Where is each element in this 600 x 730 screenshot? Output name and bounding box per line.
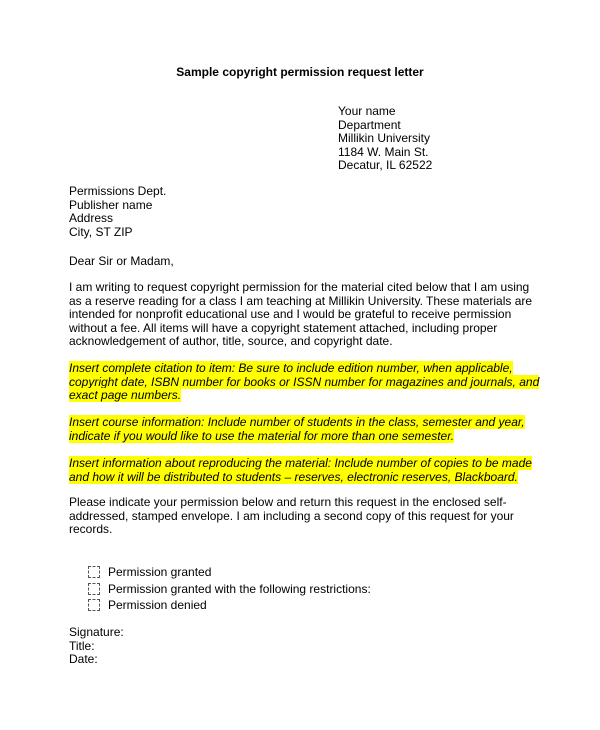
letter-title: Sample copyright permission request letter bbox=[176, 65, 424, 79]
text-line: intended for nonprofit educational use and I would be grateful to receive permission bbox=[69, 307, 512, 322]
recipient-line: Permissions Dept. bbox=[69, 184, 167, 198]
text-line: I am writing to request copyright permission for the material cited below that I am using bbox=[69, 280, 530, 294]
text-line: as a reserve reading for a class I am teaching at Millikin University. These materials are bbox=[69, 293, 533, 308]
recipient-address bbox=[69, 185, 166, 239]
signature-label: Signature: bbox=[69, 625, 124, 639]
permission-denied-checkbox[interactable] bbox=[88, 599, 100, 611]
closing-paragraph bbox=[69, 496, 514, 537]
text-line: acknowledgement of author, title, source, and copyright date. bbox=[69, 334, 393, 349]
permission-restricted-checkbox[interactable] bbox=[88, 583, 100, 595]
sender-line: 1184 W. Main St. bbox=[338, 144, 429, 159]
citation-instructions bbox=[69, 362, 539, 403]
sender-line: Department bbox=[338, 117, 401, 132]
permission-denied-label: Permission denied bbox=[108, 598, 207, 612]
sender-line: Your name bbox=[338, 104, 396, 118]
sender-address bbox=[338, 105, 432, 173]
text-line: copyright date, ISBN number for books or ISSN number for magazines and journals, and bbox=[69, 374, 540, 389]
text-line: addressed, stamped envelope. I am including a second copy of this request for your bbox=[69, 508, 514, 523]
text-line: and how it will be distributed to students – reserves, electronic reserves, Blackboard. bbox=[69, 469, 518, 484]
title-label: Title: bbox=[69, 638, 95, 653]
sender-line: Decatur, IL 62522 bbox=[338, 158, 433, 173]
text-line: indicate if you would like to use the material for more than one semester. bbox=[69, 428, 455, 443]
text-line: exact page numbers. bbox=[69, 388, 182, 403]
text-line: Please indicate your permission below and return this request in the enclosed self- bbox=[69, 495, 507, 509]
text-line: Insert information about reproducing the material: Include number of copies to be made bbox=[69, 456, 532, 470]
salutation: Dear Sir or Madam, bbox=[69, 254, 174, 268]
date-label: Date: bbox=[69, 652, 98, 667]
permission-granted-checkbox[interactable] bbox=[88, 566, 100, 578]
permission-granted-label: Permission granted bbox=[108, 565, 212, 579]
signature-block bbox=[69, 626, 124, 667]
sender-line: Millikin University bbox=[338, 131, 431, 146]
recipient-line: Publisher name bbox=[69, 197, 153, 212]
course-instructions bbox=[69, 416, 525, 443]
text-line: Insert complete citation to item: Be sure to include edition number, when applicable, bbox=[69, 361, 513, 375]
recipient-line: City, ST ZIP bbox=[69, 224, 133, 239]
text-line: Insert course information: Include number of students in the class, semester and year, bbox=[69, 415, 525, 429]
permission-restricted-label: Permission granted with the following restrictions: bbox=[108, 582, 371, 596]
reproduction-instructions bbox=[69, 457, 532, 484]
intro-paragraph bbox=[69, 281, 532, 349]
recipient-line: Address bbox=[69, 211, 114, 226]
text-line: records. bbox=[69, 522, 113, 537]
text-line: without a fee. All items will have a copyright statement attached, including proper bbox=[69, 320, 498, 335]
